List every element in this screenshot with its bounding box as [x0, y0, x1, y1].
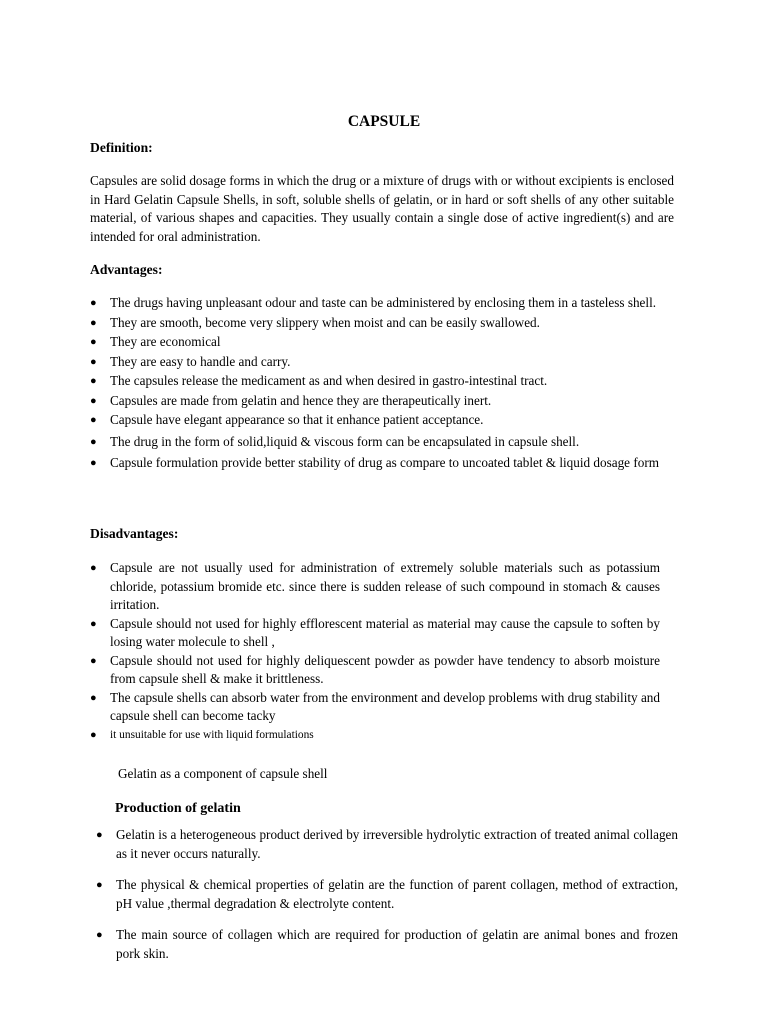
- bullet-icon: ●: [90, 457, 97, 469]
- list-item: ● The capsule shells can absorb water from the environment and develop problems with drug stability and capsule shell can become tacky: [90, 689, 660, 723]
- list-item: ● Capsule formulation provide better stability of drug as compare to uncoated tablet & liquid dosage form: [90, 454, 672, 473]
- bullet-icon: ●: [96, 829, 103, 841]
- bullet-icon: ●: [90, 355, 97, 368]
- bullet-icon: ●: [90, 562, 97, 574]
- list-item: ● Capsule are not usually used for administration of extremely soluble materials such as potassium chloride, potassium bromide etc. since there is sudden release of such compound in stomach & causes irritation.: [90, 560, 660, 612]
- bullet-icon: ●: [90, 414, 97, 426]
- list-item: ● They are easy to handle and carry.: [90, 353, 672, 372]
- bullet-icon: ●: [90, 336, 97, 348]
- list-item: ● The physical & chemical properties of gelatin are the function of parent collagen, method of extraction, pH value ,thermal degradation & electrolyte content.: [96, 877, 678, 911]
- list-item: ● The capsules release the medicament as and when desired in gastro-intestinal tract.: [90, 372, 672, 391]
- list-item: ● The drug in the form of solid,liquid & viscous form can be encapsulated in capsule shell.: [90, 433, 672, 452]
- bullet-icon: ●: [90, 297, 97, 309]
- list-item: ● Capsule have elegant appearance so that it enhance patient acceptance.: [90, 411, 672, 430]
- bullet-icon: ●: [90, 375, 97, 387]
- definition-heading: Definition:: [90, 140, 153, 155]
- list-item: ● They are smooth, become very slippery when moist and can be easily swallowed.: [90, 314, 672, 333]
- list-item: ● Capsule should not used for highly efflorescent material as material may cause the capsule to soften by losing water molecule to shell ,: [90, 615, 660, 649]
- list-item: ● Capsules are made from gelatin and hence they are therapeutically inert.: [90, 392, 672, 411]
- bullet-icon: ●: [96, 879, 103, 891]
- advantages-heading: Advantages:: [90, 262, 163, 277]
- bullet-icon: ●: [90, 316, 97, 329]
- bullet-icon: ●: [90, 691, 97, 704]
- bullet-icon: ●: [90, 435, 97, 448]
- bullet-icon: ●: [90, 654, 97, 667]
- list-item: ● The drugs having unpleasant odour and taste can be administered by enclosing them in a tasteless shell.: [90, 294, 672, 313]
- bullet-icon: ●: [96, 929, 103, 941]
- disadvantages-list: [90, 559, 660, 744]
- bullet-icon: ●: [90, 728, 97, 741]
- list-item: ● The main source of collagen which are required for production of gelatin are animal bones and frozen pork skin.: [96, 927, 678, 961]
- bullet-icon: ●: [90, 394, 97, 407]
- list-item: ● it unsuitable for use with liquid formulations: [90, 726, 660, 745]
- page-title: CAPSULE: [347, 113, 421, 130]
- production-heading: Production of gelatin: [115, 801, 241, 816]
- definition-paragraph: Capsules are solid dosage forms in which the drug or a mixture of drugs with or without excipients is enclosed in Hard Gelatin Capsule Shells, in soft, soluble shells of gelatin, or in hard or soft shells of any other suitable material, of various shapes and capacities. They usually contain a single dose of active ingredient(s) and are intended for oral administration.: [90, 173, 674, 245]
- gelatin-note: Gelatin as a component of capsule shell: [118, 766, 328, 781]
- production-list: [96, 826, 678, 963]
- list-item: ● Gelatin is a heterogeneous product derived by irreversible hydrolytic extraction of treated animal collagen as it never occurs naturally.: [96, 827, 678, 861]
- bullet-icon: ●: [90, 617, 97, 630]
- list-item: ● They are economical: [90, 333, 672, 352]
- disadvantages-heading: Disadvantages:: [90, 526, 179, 541]
- advantages-list: [90, 294, 672, 473]
- list-item: ● Capsule should not used for highly deliquescent powder as powder have tendency to absorb moisture from capsule shell & make it brittleness.: [90, 652, 660, 686]
